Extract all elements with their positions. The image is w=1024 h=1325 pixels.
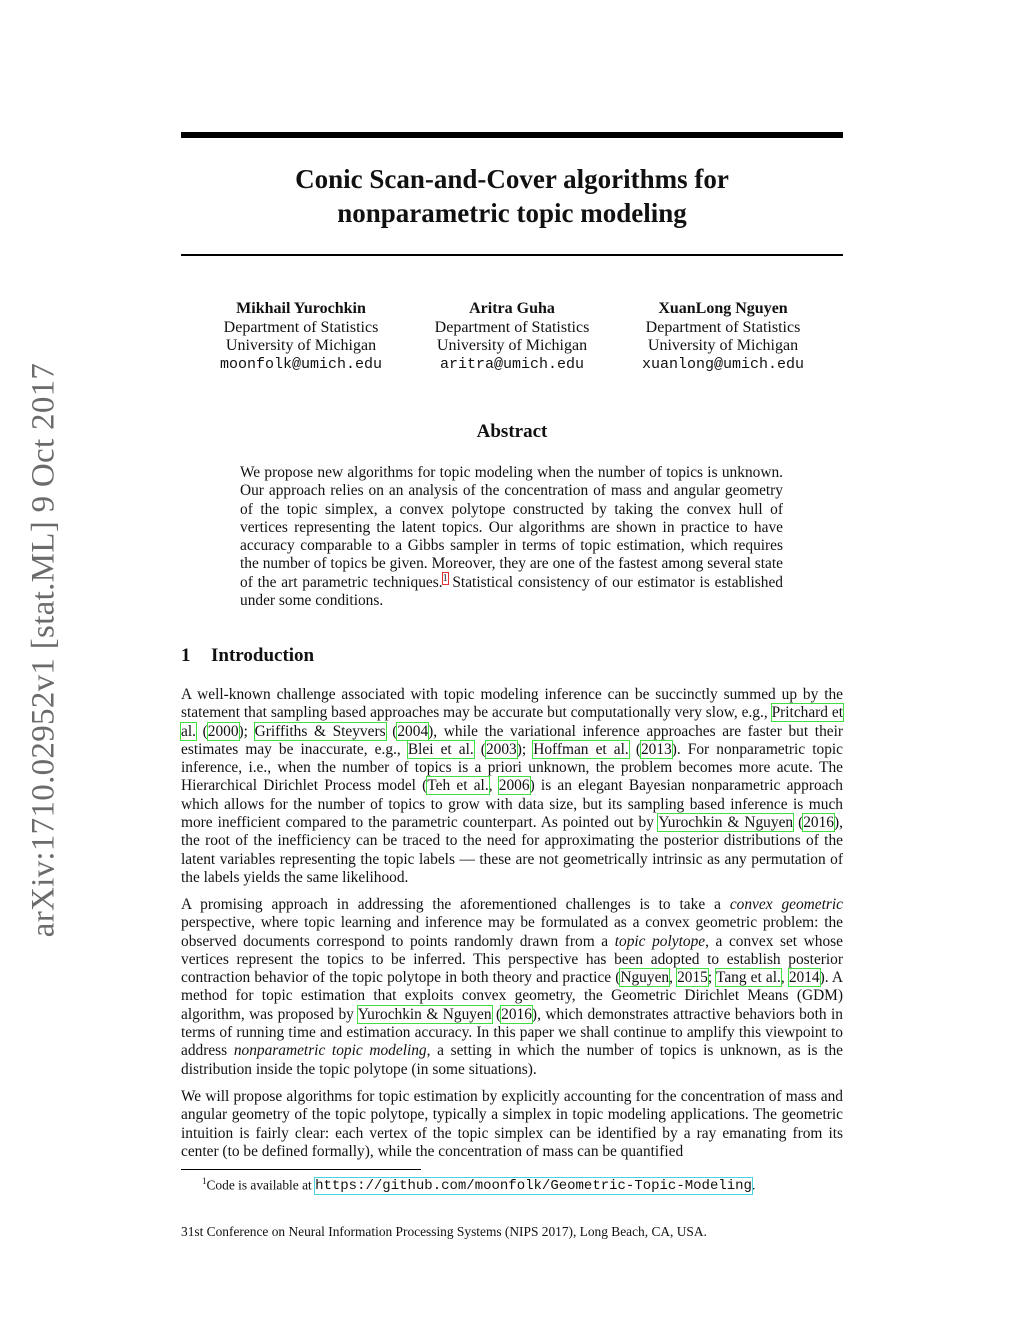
abstract-heading: Abstract (476, 421, 548, 442)
conference-footer: 31st Conference on Neural Information Processing Systems (NIPS 2017), Long Beach, CA, USA. (181, 1224, 707, 1239)
citation-year-link[interactable]: 2013 (640, 740, 672, 758)
citation-year-link[interactable]: 2014 (788, 969, 820, 987)
citation-year-link[interactable]: 2003 (485, 740, 517, 758)
footnote-ref-link[interactable]: 1 (442, 572, 448, 584)
intro-paragraph-1: A well-known challenge associated with topic modeling inference can be succinctly summed up by the statement that sampling based approaches may be accurate but computationally very slow, e.g., Pritchard et al. (2000); Griffiths & Steyvers (2004), while the variational inference approaches are faster but their estimates may be inaccurate, e.g., Blei et al. (2003); Hoffman et al. (2013). For nonparametric topic inference, i.e., when the number of topics is a priori unknown, the problem becomes more acute. The Hierarchical Dirichlet Process model (Teh et al., 2006) is an elegant Bayesian nonparametric approach which allows for the number of topics to grow with data size, but its sampling based inference is much more inefficient compared to the parametric counterpart. As pointed out by Yurochkin & Nguyen (2016), the root of the inefficiency can be traced to the need for approximating the posterior distributions of the latent variables representing the topic labels — these are not geometrically intrinsic as any permutation of the labels yields the same likelihood. (181, 686, 844, 886)
intro-paragraph-2: A promising approach in addressing the aforementioned challenges is to take a convex geometric perspective, where topic learning and inference may be formulated as a convex geometric problem: the observed documents correspond to points randomly drawn from a topic polytope, a convex set whose vertices represent the topics to be inferred. This perspective has been adopted to establish posterior contraction behavior of the topic polytope in both theory and practice (Nguyen, 2015; Tang et al., 2014). A method for topic estimation that exploits convex geometry, the Geometric Dirichlet Means (GDM) algorithm, was proposed by Yurochkin & Nguyen (2016), which demonstrates attractive behaviors both in terms of running time and estimation accuracy. In this paper we shall continue to amplify this viewpoint to address nonparametric topic modeling, a setting in which the number of topics is unknown, as is the distribution inside the topic polytope (in some situations). (181, 896, 843, 1078)
text-run: ; (707, 969, 716, 987)
text-run: , which demonstrates attractive behaviors both in terms of running time and estimation accuracy. In this paper we shall continue to amplify this viewpoint to address (181, 1005, 843, 1060)
section-title: Introduction (211, 645, 315, 666)
citation-year-link[interactable]: 2006 (498, 777, 530, 795)
citation-year-link[interactable]: 2004 (397, 722, 429, 740)
text-run: ; (243, 722, 255, 740)
citation-link[interactable]: Griffiths & Steyvers (254, 722, 386, 740)
citation-year-link[interactable]: 2016 (501, 1005, 532, 1023)
citation-link[interactable]: Tang et al. (716, 969, 781, 987)
citation-link[interactable]: Yurochkin & Nguyen (357, 1005, 492, 1023)
text-run: , the root of the inefficiency can be traced to the need for approximating the posterior distributions of the latent variables representing the topic labels — these are not geometrically intrinsic as any permutation of the labels yields the same likelihood. (181, 814, 843, 886)
footnote-end: . (751, 1177, 756, 1193)
citation-year-link[interactable]: 2015 (677, 969, 708, 987)
text-run: , while the variational inference approaches are faster but their estimates may be inaccurate, e.g., (181, 722, 844, 758)
author-name: Mikhail Yurochkin (236, 300, 366, 317)
paper-title (181, 162, 843, 230)
abstract-text (240, 464, 783, 610)
author-university: University of Michigan (225, 337, 377, 354)
author-department: Department of Statistics (645, 318, 801, 336)
code-url-link[interactable]: https://github.com/moonfolk/Geometric-Topic-Modeling (315, 1178, 752, 1195)
author-email[interactable]: xuanlong@umich.edu (641, 355, 805, 373)
footnote (202, 1176, 755, 1194)
citation-link[interactable]: Blei et al. (407, 740, 474, 758)
intro-paragraph-3: We will propose algorithms for topic estimation by explicitly accounting for the concentration of mass and angular geometry of the topic polytope, typically a simplex in topic modeling applications. The geometric intuition is fairly clear: each vertex of the topic simplex can be identified by a ray emanating from its center (to be defined formally), while the concentration of mass can be quantified (181, 1088, 843, 1160)
text-run: , a setting in which the number of topics is unknown, as is the distribution inside the topic polytope (in some situations). (181, 1042, 843, 1078)
text-run: perspective, where topic learning and inference may be formulated as a convex geometric problem: the observed documents correspond to points randomly drawn from a (181, 914, 843, 950)
section-heading-introduction (181, 645, 314, 667)
author-block-2 (402, 300, 622, 374)
footnote-mark: 1 (202, 1176, 207, 1186)
abstract-body-end: Statistical consistency of our estimator is established under some conditions. (240, 573, 784, 610)
section-number: 1 (181, 645, 191, 666)
author-department: Department of Statistics (223, 318, 379, 336)
text-run: A well-known challenge associated with topic modeling inference can be succinctly summed up by the statement that sampling based approaches may be accurate but computationally very slow, e.g., (181, 686, 843, 722)
citation-link[interactable]: Teh et al. (427, 777, 489, 795)
emphasis: topic polytope (614, 932, 706, 950)
text-run: , a convex set whose vertices represent the topics to be inferred. This perspective has been adopted to establish posterior contraction behavior of the topic polytope in both theory and practice ( (181, 932, 843, 987)
footnote-rule (181, 1169, 421, 1170)
citation-link[interactable]: Nguyen (620, 969, 670, 987)
author-email[interactable]: aritra@umich.edu (439, 355, 585, 373)
title-top-rule (181, 132, 843, 138)
citation-year-link[interactable]: 2016 (803, 814, 834, 832)
text-run: A promising approach in addressing the aforementioned challenges is to take a (181, 896, 730, 913)
footnote-text: Code is available at (206, 1177, 316, 1193)
title-line-1: Conic Scan-and-Cover algorithms for (295, 164, 729, 194)
author-block-3 (613, 300, 833, 374)
author-university: University of Michigan (647, 337, 799, 354)
author-block-1 (191, 300, 411, 374)
citation-link[interactable]: Pritchard et al. (181, 704, 843, 740)
abstract-body: We propose new algorithms for topic modeling when the number of topics is unknown. Our approach relies on an analysis of the concentration of mass and angular geometry of the topic simplex, a convex polytope constructed by taking the convex hull of vertices representing the latent topics. Our algorithms are shown in practice to have accuracy comparable to a Gibbs sampler in terms of topic estimation, which requires the number of topics be given. Moreover, they are one of the fastest among several state of the art parametric techniques. (240, 464, 783, 591)
title-bottom-rule (181, 254, 843, 256)
author-email[interactable]: moonfolk@umich.edu (219, 355, 383, 373)
author-name: Aritra Guha (469, 300, 555, 317)
citation-link[interactable]: Hoffman et al. (533, 740, 629, 758)
emphasis: nonparametric topic modeling (233, 1042, 427, 1060)
citation-link[interactable]: Yurochkin & Nguyen (658, 814, 794, 832)
author-name: XuanLong Nguyen (658, 300, 788, 317)
emphasis: convex geometric (729, 896, 843, 913)
title-line-2: nonparametric topic modeling (337, 198, 687, 228)
text-run: . For nonparametric topic inference, i.e., when the number of topics is a priori unknown, the problem becomes more acute. The Hierarchical Dirichlet Process model ( (181, 740, 843, 795)
text-run: ) is an elegant Bayesian nonparametric approach which allows for the number of topics to grow with data size, but its sampling based inference is much more inefficient compared to the parametric counterpart. As pointed out by (181, 777, 843, 832)
author-department: Department of Statistics (434, 318, 590, 336)
author-university: University of Michigan (436, 337, 588, 354)
citation-year-link[interactable]: 2000 (207, 722, 239, 740)
arxiv-identifier-stamp: arXiv:1710.02952v1 [stat.ML] 9 Oct 2017 (25, 362, 62, 938)
text-run: ; (521, 740, 534, 758)
text-run: ). A method for topic estimation that exploits convex geometry, the Geometric Dirichlet Means (GDM) algorithm, was proposed by (181, 969, 843, 1023)
